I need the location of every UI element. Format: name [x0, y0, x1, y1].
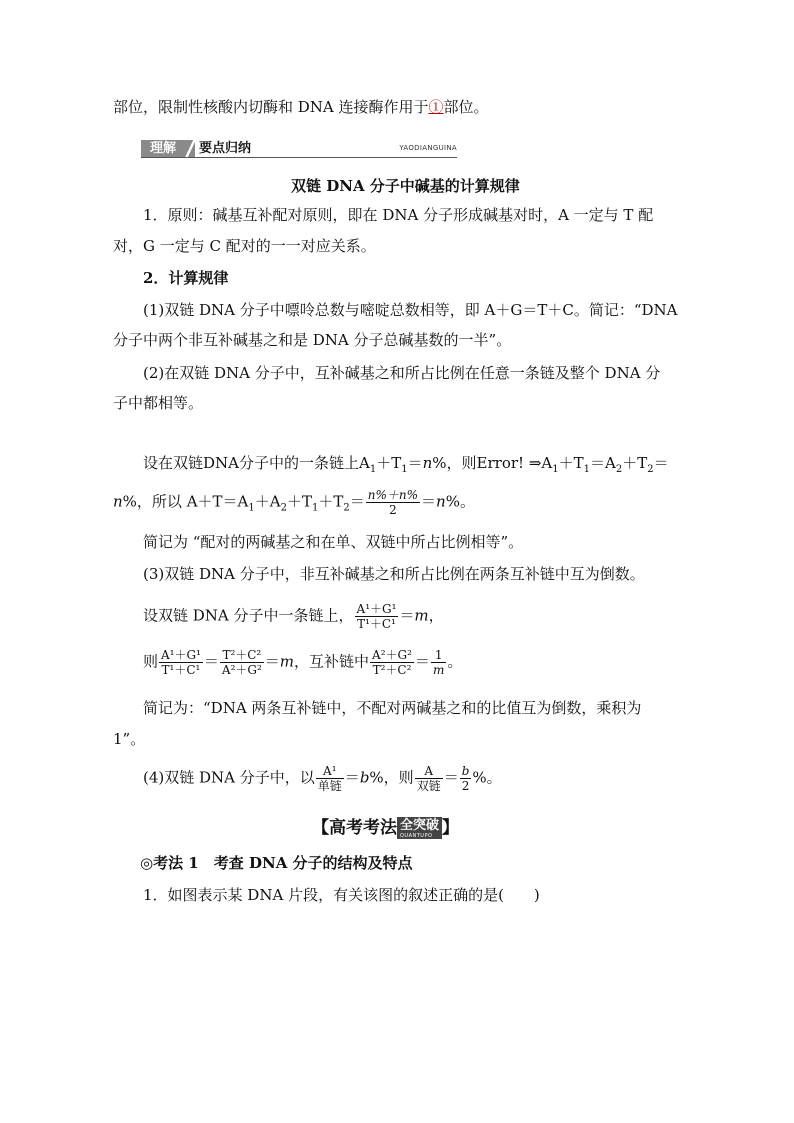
formula-line: 设在双链DNA分子中的一条链上$A_1+T_1=n\%$，则Error! $\Rightarrow A_1+T_1=A_2+T_2=$ [143, 454, 669, 475]
text-span: ＝ [443, 768, 459, 787]
paragraph-line: (2)在双链 DNA 分子中，互补碱基之和所占比例在任意一条链及整个 DNA 分 [143, 364, 661, 382]
text-span: ＝ [407, 454, 423, 472]
formula-line: n%，所以 $A+T=A_1+A_2+T_1+T_2=$ $\frac{n\%+n\%}{2}$ ＝n%。 [113, 488, 475, 517]
fraction: $\frac{1}{m}$ [432, 648, 445, 677]
paragraph-line: (3)双链 DNA 分子中，非互补碱基之和所占比例在两条互补链中互为倒数。 [143, 565, 645, 583]
var: n [436, 492, 446, 511]
circled-mark: ① [428, 98, 444, 116]
text-span: 则 [143, 652, 159, 671]
section-box-text: 全突破 [400, 818, 440, 833]
text-span: 部位。 [443, 98, 489, 116]
paragraph-line: 分子中两个非互补碱基之和是 DNA 分子总碱基数的一半”。 [113, 331, 512, 349]
text-span: ＝ [344, 768, 360, 787]
fraction: $\frac{\text{A¹}}{\text{单链}}$ [317, 764, 342, 793]
paragraph-line: 子中都相等。 [113, 394, 204, 412]
paragraph-line: 简记为：“DNA 两条互补链中，不配对两碱基之和的比值互为倒数，乘积为 [143, 699, 642, 717]
text-span: ＝ [399, 606, 415, 625]
section-heading [312, 815, 459, 841]
text-span: ＋T [376, 454, 402, 472]
text-span: ＝ [203, 652, 219, 671]
paragraph-line: (1)双链 DNA 分子中嘌呤总数与嘧啶总数相等，即 A＋G＝T＋C。简记：“DNA [143, 301, 678, 319]
text-span: 。 [447, 652, 463, 671]
var: b [359, 768, 370, 787]
text-span: (4)双链 DNA 分子中，以 [143, 768, 315, 787]
fraction: $\frac{\text{T²＋C²}}{\text{A²＋G²}}$ [221, 648, 262, 677]
section-heading-left: 【高考考法 [312, 818, 397, 838]
text-span: 设双链 DNA 分子中一条链上， [143, 606, 354, 625]
text-span: ＝ [653, 454, 669, 472]
section-heading-box [397, 817, 442, 839]
fraction: $\frac{\text{A¹＋G¹}}{\text{T¹＋C¹}}$ [356, 602, 397, 631]
text-span: 部位，限制性核酸内切酶和 DNA 连接酶作用于 [113, 98, 429, 116]
text-span: ＝ [349, 492, 365, 511]
paragraph-line: 1”。 [113, 730, 146, 748]
fraction: $\frac{\text{A¹＋G¹}}{\text{T¹＋C¹}}$ [161, 648, 201, 677]
question-heading: ◎考法 1 考查 DNA 分子的结构及特点 [140, 854, 413, 872]
formula-line [143, 602, 444, 631]
text-line [113, 96, 489, 118]
paragraph-line: 简记为 “配对的两碱基之和在单、双链中所占比例相等”。 [143, 533, 524, 551]
section-box-small: QUANTUPO [400, 833, 433, 839]
text-span: ＋T [286, 492, 312, 511]
banner-tag: 理解 [141, 140, 185, 157]
paragraph-line: 1．原则：碱基互补配对原则，即在 DNA 分子形成碱基对时，A 一定与 T 配 [143, 206, 654, 224]
var: m [414, 606, 429, 625]
text-span: ＝ [421, 492, 437, 511]
text-span: ＋A [254, 492, 281, 511]
text-span: %。 [472, 768, 502, 787]
formula-line [143, 648, 462, 677]
text-span: ，互补链中 [294, 652, 370, 671]
fraction: $\frac{n\%+n\%}{2}$ [367, 488, 419, 517]
section-banner [141, 140, 457, 158]
text-span: %，则 [369, 768, 414, 787]
question-text: 1．如图表示某 DNA 片段，有关该图的叙述正确的是( ) [143, 886, 540, 904]
subheading: 2．计算规律 [143, 269, 229, 287]
text-span: ＝ [264, 652, 280, 671]
text-span: %。 [445, 492, 475, 511]
banner-pinyin: YAODIANGUINA [399, 144, 457, 152]
fraction: $\frac{b}{2}$ [461, 764, 470, 793]
fraction: $\frac{\text{A²＋G²}}{\text{T²＋C²}}$ [372, 648, 412, 677]
banner-slash-icon [185, 140, 195, 157]
var: n [422, 454, 433, 472]
banner-rule [141, 157, 457, 158]
text-span: ＋T [622, 454, 648, 472]
text-span: 设在双链DNA分子中的一条链上A [143, 454, 370, 472]
text-span: ＋T [318, 492, 344, 511]
text-span: ＋T [558, 454, 584, 472]
fraction: $\frac{A}{\text{双链}}$ [416, 764, 441, 793]
banner-title: 要点归纳 [199, 141, 252, 156]
formula-line [143, 764, 502, 793]
var: n [113, 492, 123, 511]
text-span: %，则Error! ⇒A [432, 454, 553, 472]
text-span: ＝ [414, 652, 430, 671]
section-heading-right: 】 [442, 818, 460, 838]
text-span: ＝A [590, 454, 616, 472]
text-span: %，所以 A＋T＝A [122, 492, 249, 511]
rule-title: 双链 DNA 分子中碱基的计算规律 [291, 177, 520, 195]
text-span: ， [428, 606, 444, 625]
var: m [279, 652, 295, 671]
paragraph-line: 对，G 一定与 C 配对的一一对应关系。 [113, 237, 376, 255]
